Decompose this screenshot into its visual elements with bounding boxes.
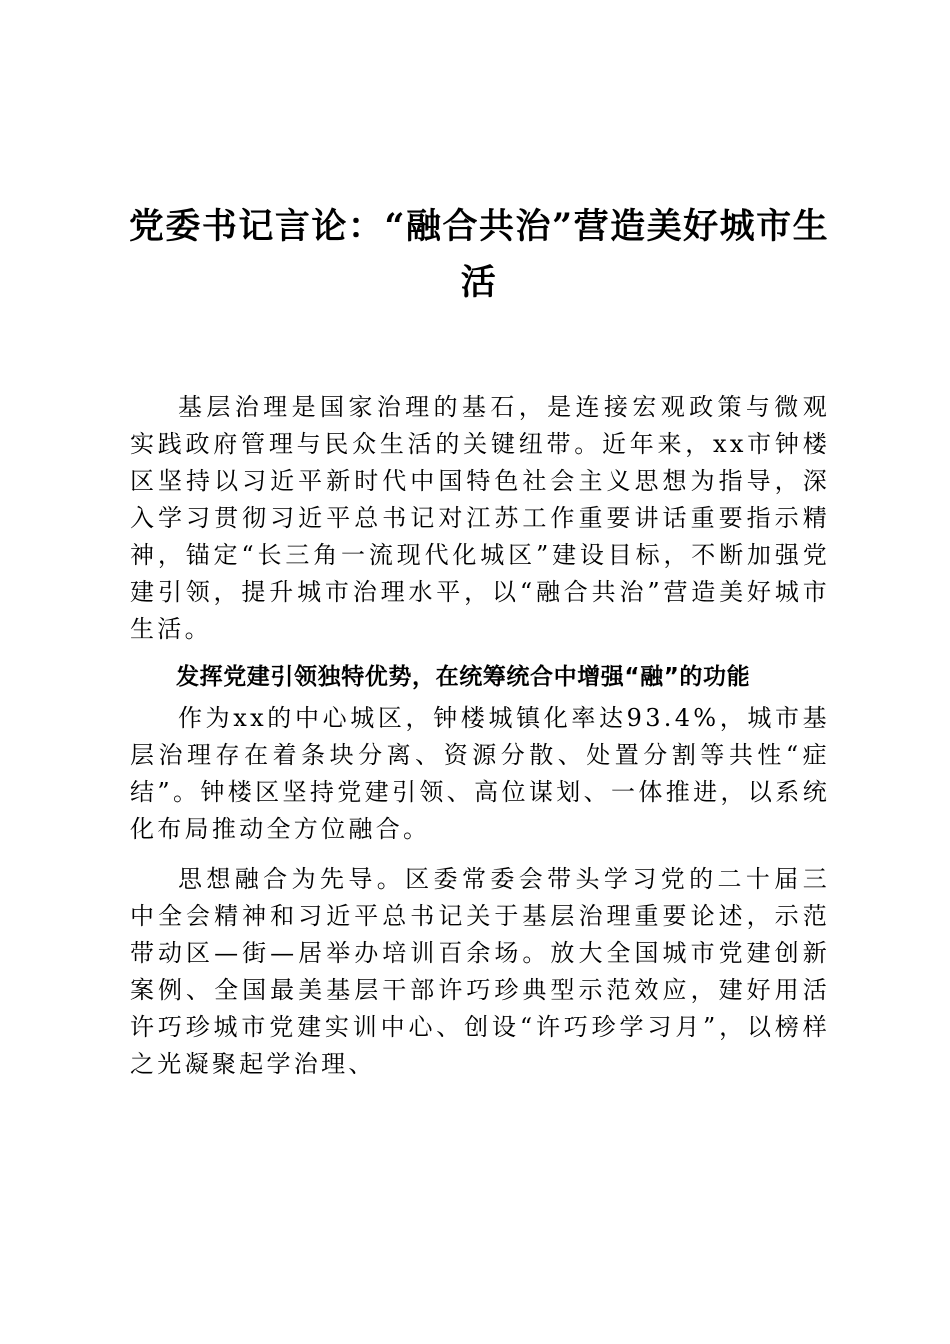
section-paragraph-1: 作为xx的中心城区，钟楼城镇化率达93.4%，城市基层治理存在着条块分离、资源分散、处置分割等共性“症结”。钟楼区坚持党建引领、高位谋划、一体推进，以系统化布局推动全方位融合。 [130,704,830,843]
document-title: 党委书记言论：“融合共治”营造美好城市生活 [128,206,830,303]
section-heading: 发挥党建引领独特优势，在统筹统合中增强“融”的功能 [176,664,751,690]
document-body [130,389,830,1083]
intro-paragraph: 基层治理是国家治理的基石，是连接宏观政策与微观实践政府管理与民众生活的关键纽带。近年来，xx市钟楼区坚持以习近平新时代中国特色社会主义思想为指导，深入学习贯彻习近平总书记对江苏工作重要讲话重要指示精神，锚定“长三角一流现代化城区”建设目标，不断加强党建引领，提升城市治理水平，以“融合共治”营造美好城市生活。 [130,393,830,643]
section-paragraph-2: 思想融合为先导。区委常委会带头学习党的二十届三中全会精神和习近平总书记关于基层治理重要论述，示范带动区—街—居举办培训百余场。放大全国城市党建创新案例、全国最美基层干部许巧珍典型示范效应，建好用活许巧珍城市党建实训中心、创设“许巧珍学习月”，以榜样之光凝聚起学治理、 [130,865,830,1078]
